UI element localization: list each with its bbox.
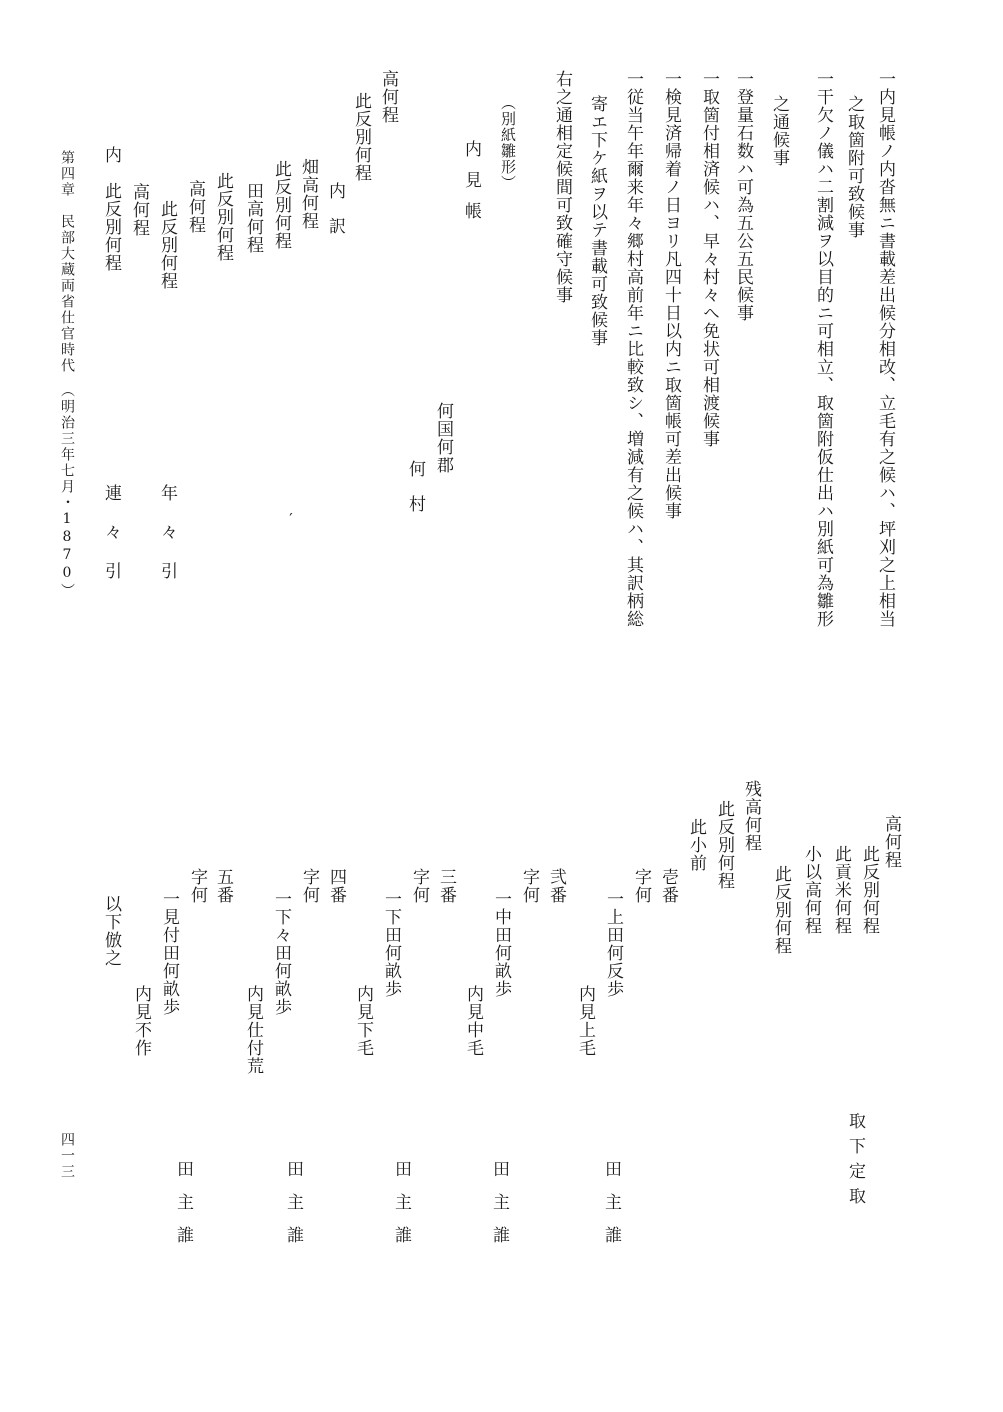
torishita-label: 取下定取 [845, 1112, 865, 1212]
entry-field: 一上田何反歩 [603, 890, 623, 998]
form-village: 何村 [405, 460, 425, 530]
entry-owner: 田主誰 [601, 1160, 621, 1259]
entry-aza: 字何 [187, 868, 207, 904]
entry-field: 一下田何畝歩 [381, 890, 401, 998]
entry-owner: 田主誰 [391, 1160, 411, 1259]
entry-field: 一下々田何畝歩 [271, 890, 291, 1016]
summary-line: 残高何程 [741, 780, 761, 852]
form-line: 高何程 [378, 70, 398, 124]
form-line: 此反別何程 [213, 172, 233, 262]
form-line: 此反別何程 [351, 92, 371, 182]
entry-number: 弐番 [546, 868, 566, 904]
form-line: 連々引 [101, 484, 121, 601]
form-county: 何国何郡 [433, 402, 453, 474]
entry-aza: 字何 [409, 868, 429, 904]
summary-line: 此反別何程 [771, 865, 791, 955]
entry-aza: 字何 [299, 868, 319, 904]
paragraph-line: 右之通相定候間可致確守候事 [552, 70, 572, 304]
form-note: （別紙雛形） [499, 95, 517, 191]
page-number: 四一三 [59, 1132, 75, 1180]
form-title: 内見帳 [461, 140, 481, 233]
entry-field: 一中田何畝歩 [491, 890, 511, 998]
summary-line: 小以高何程 [801, 845, 821, 935]
form-line: 高何程 [129, 183, 149, 237]
entry-grade: 内見不作 [131, 985, 151, 1057]
form-line: 此反別何程 [271, 160, 291, 250]
paragraph-line: 之取箇附可致候事 [844, 95, 864, 239]
form-line: 内 此反別何程 [101, 146, 121, 272]
form-line: 年々引 [157, 484, 177, 601]
entry-number: 三番 [436, 868, 456, 904]
summary-line: 此貢米何程 [831, 845, 851, 935]
form-mark: ′ [282, 510, 300, 529]
summary-line: 高何程 [881, 815, 901, 869]
form-line: 田高何程 [243, 182, 263, 254]
summary-line: 此小前 [686, 818, 706, 872]
entry-grade: 内見中毛 [463, 985, 483, 1057]
summary-line: 此反別何程 [714, 800, 734, 890]
paragraph-line: 一検見済帰着ノ日ヨリ凡四十日以内ニ取箇帳可差出候事 [661, 70, 681, 520]
summary-line: 此反別何程 [859, 845, 879, 935]
form-line: 高何程 [185, 180, 205, 234]
entry-number: 壱番 [658, 868, 678, 904]
paragraph-line: 一従当午年爾来年々郷村高前年ニ比較致シ、増減有之候ハ、其訳柄総 [623, 70, 643, 628]
entry-owner: 田主誰 [489, 1160, 509, 1259]
entry-aza: 字何 [631, 868, 651, 904]
paragraph-line: 之通候事 [769, 95, 789, 167]
entry-grade: 内見仕付荒 [243, 985, 263, 1075]
paragraph-line: 一内見帳ノ内沓無ニ書載差出候分相改、立毛有之候ハ、坪刈之上相当 [875, 70, 895, 628]
paragraph-line: 寄エ下ケ紙ヲ以テ書載可致候事 [587, 95, 607, 347]
form-line: 此反別何程 [157, 200, 177, 290]
entry-number: 五番 [213, 868, 233, 904]
entry-aza: 字何 [519, 868, 539, 904]
chapter-footer: 第四章 民部大蔵両省仕官時代 （明治三年七月・1870） [59, 150, 75, 599]
paragraph-line: 一取箇付相済候ハ、早々村々へ免状可相渡候事 [699, 70, 719, 448]
entry-field: 一見付田何畝歩 [159, 890, 179, 1016]
form-line: 内訳 [325, 182, 345, 252]
entry-owner: 田主誰 [173, 1160, 193, 1259]
entry-grade: 内見上毛 [575, 985, 595, 1057]
ending-note: 以下倣之 [101, 895, 121, 967]
entry-grade: 内見下毛 [353, 985, 373, 1057]
paragraph-line: 一登量石数ハ可為五公五民候事 [733, 70, 753, 322]
entry-number: 四番 [326, 868, 346, 904]
form-line: 畑高何程 [298, 158, 318, 230]
entry-owner: 田主誰 [283, 1160, 303, 1259]
paragraph-line: 一干欠ノ儀ハ二割減ヲ以目的ニ可相立、取箇附仮仕出ハ別紙可為雛形 [813, 70, 833, 628]
